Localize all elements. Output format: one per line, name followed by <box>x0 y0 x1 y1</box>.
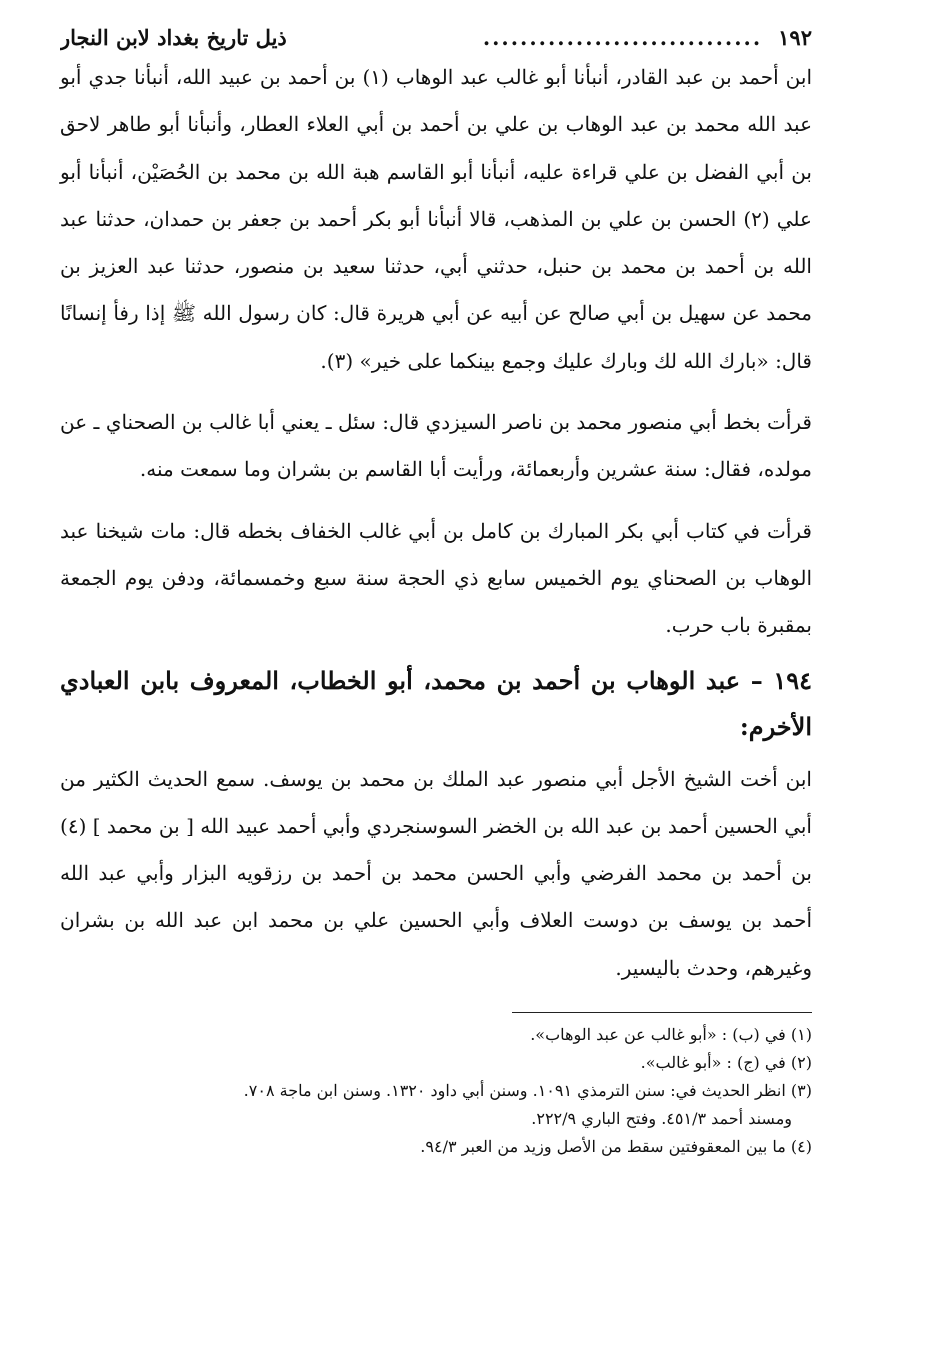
paragraph-isnad-hadith: ابن أحمد بن عبد القادر، أنبأنا أبو غالب عبد الوهاب (١) بن أحمد بن عبيد الله، أنبأنا جدي أبو عبد الله محمد بن عبد الوهاب بن علي بن أحمد بن أبي العلاء العطار، وأنبأنا أبو طاهر لاحق بن أبي الفضل بن علي قراءة عليه، أنبأنا أبو القاسم هبة الله بن محمد بن الحُصَيْن، أنبأنا أبو علي (٢) الحسن بن علي بن المذهب، قالا أنبأنا أبو بكر أحمد بن جعفر بن حمدان، حدثنا عبد الله بن أحمد بن محمد بن حنبل، حدثني أبي، حدثنا سعيد بن منصور، حدثنا عبد العزيز بن محمد عن سهيل بن أبي صالح عن أبيه عن أبي هريرة قال: كان رسول الله ﷺ إذا رفأ إنسانًا قال: «بارك الله لك وبارك عليك وجمع بينكما على خير» (٣). <box>60 65 812 373</box>
footnote-3: (٣) انظر الحديث في: سنن الترمذي ١٠٩١. وسنن أبي داود ١٣٢٠. وسنن ابن ماجة ٧٠٨. <box>243 1081 812 1101</box>
footnote-3-continuation: ومسند أحمد ٤٥١/٣. وفتح الباري ٢٢٢/٩. <box>531 1109 792 1129</box>
paragraph-death-note: قرأت في كتاب أبي بكر المبارك بن كامل بن أبي غالب الخفاف بخطه قال: مات شيخنا عبد الوهاب بن الصحناي يوم الخميس سابع ذي الحجة سنة سبع وخمسمائة، ودفن يوم الجمعة بمقبرة باب حرب. <box>60 518 813 638</box>
biography-entry-text: ابن أخت الشيخ الأجل أبي منصور عبد الملك بن محمد بن يوسف. سمع الحديث الكثير من أبي الحسين أحمد بن عبد الله بن الخضر السوسنجردي وأبي أحمد عبيد الله [ بن محمد ] (٤) بن أحمد بن محمد الفرضي وأبي الحسن محمد بن أحمد بن رزقويه البزار وأبي عبد الله أحمد بن يوسف بن دوست العلاف وأبي الحسين علي بن محمد ابن عبد الله بن بشران وغيرهم، وحدث باليسير. <box>60 766 812 980</box>
footnote-4: (٤) ما بين المعقوفتين سقط من الأصل وزيد من العبر ٩٤/٣. <box>420 1137 812 1157</box>
footnote-divider <box>512 1012 812 1013</box>
footnotes <box>60 1021 812 1161</box>
paragraph-birth-note: قرأت بخط أبي منصور محمد بن ناصر السيزدي قال: سئل ـ يعني أبا غالب بن الصحناي ـ عن مولده، فقال: سنة عشرين وأربعمائة، ورأيت أبا القاسم بن بشران وما سمعت منه. <box>60 410 812 482</box>
page-number: ١٩٢ <box>778 25 812 50</box>
biography-entry-heading: ١٩٤ – عبد الوهاب بن أحمد بن محمد، أبو الخطاب، المعروف بابن العبادي الأخرم: <box>60 665 812 741</box>
footnote-2: (٢) في (ج) : «أبو غالب». <box>640 1053 812 1073</box>
header-dot-leader: .............................. <box>482 25 763 50</box>
book-page <box>60 22 812 1161</box>
book-title: ذيل تاريخ بغداد لابن النجار <box>60 25 287 50</box>
running-header <box>60 22 812 54</box>
footnote-1: (١) في (ب) : «أبو غالب عن عبد الوهاب». <box>530 1025 812 1045</box>
